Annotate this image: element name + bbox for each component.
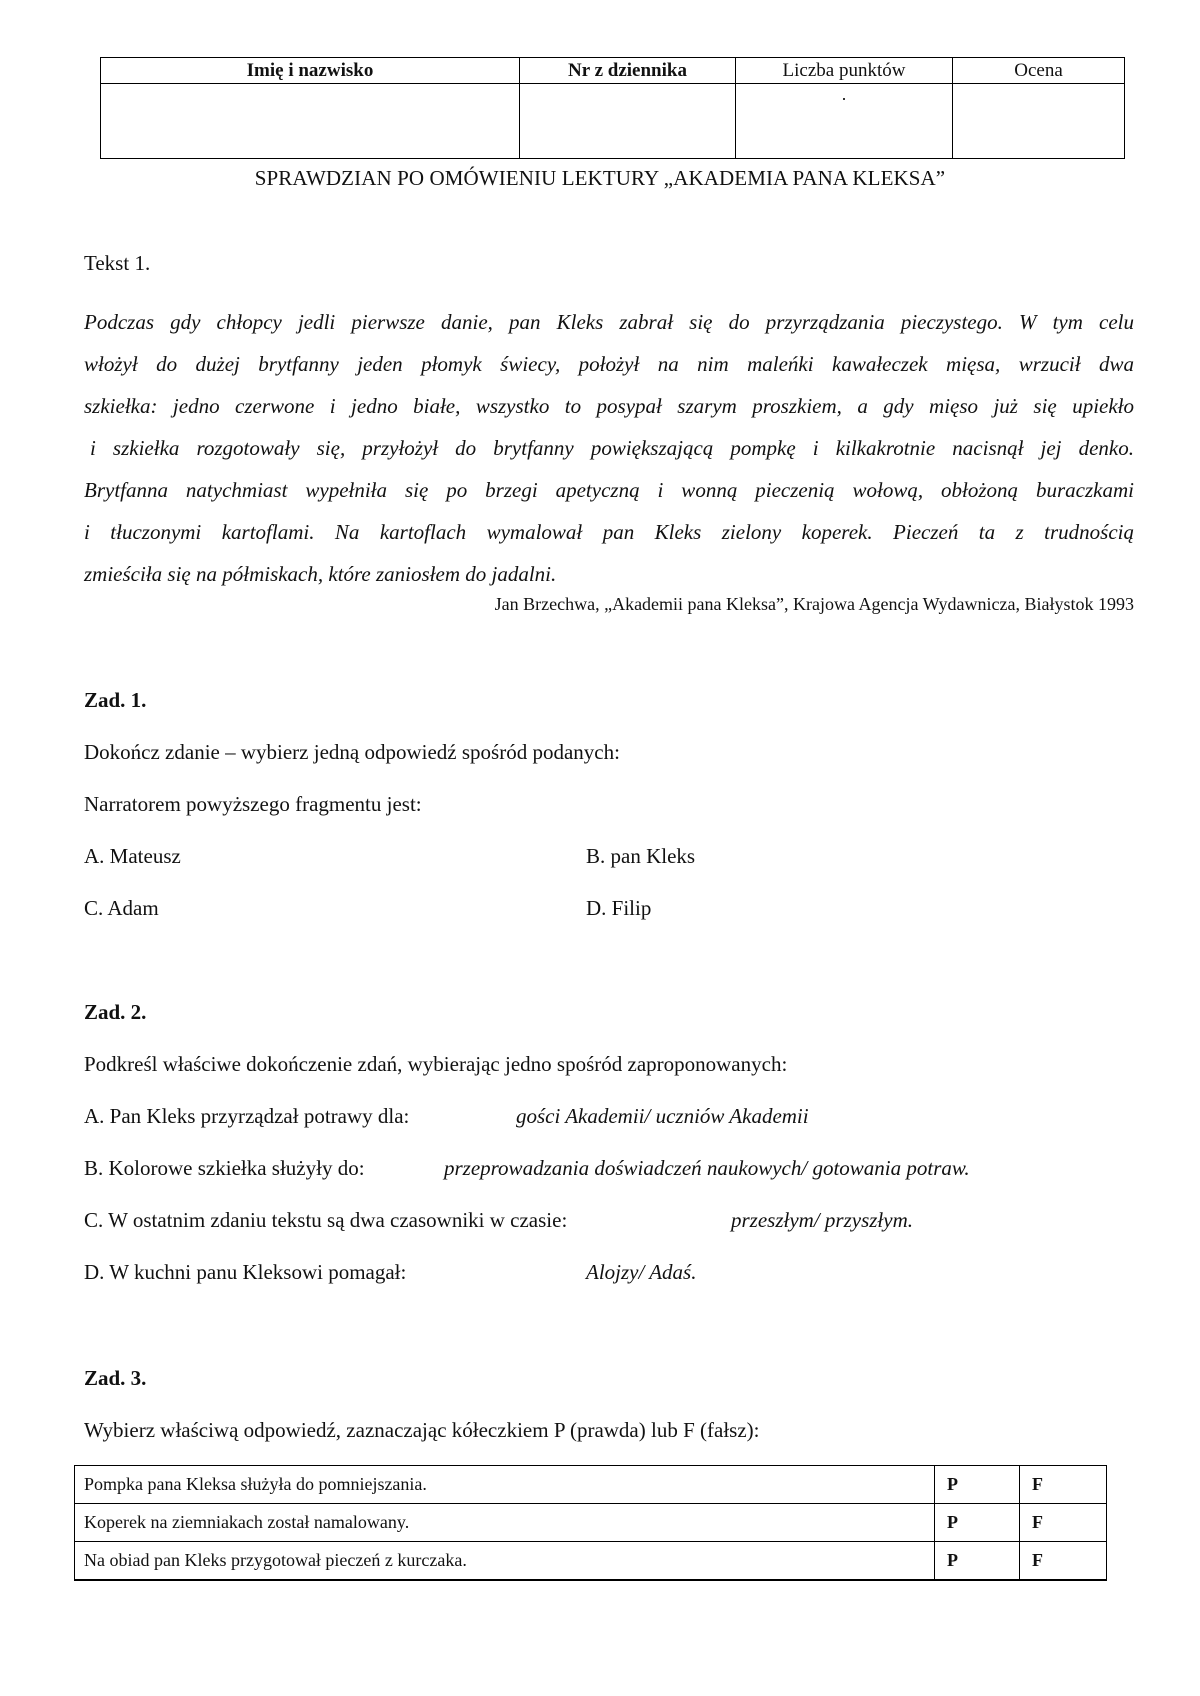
true-option[interactable]: P	[935, 1504, 1020, 1542]
text1-line: włożył do dużej brytfanny jeden płomyk świecy, położył na nim maleńki kawałeczek mięsa, wrzucił dwa	[84, 352, 1134, 376]
statement-cell: Koperek na ziemniakach został namalowany.	[75, 1504, 935, 1542]
zad1-instruction: Dokończ zdanie – wybierz jedną odpowiedź spośród podanych:	[84, 740, 620, 764]
text1-label: Tekst 1.	[84, 251, 151, 275]
true-option[interactable]: P	[935, 1542, 1020, 1581]
table-row	[75, 1542, 1107, 1581]
header-points: Liczba punktów	[736, 58, 953, 84]
page-title: SPRAWDZIAN PO OMÓWIENIU LEKTURY „AKADEMIA PANA KLEKSA”	[254, 166, 946, 190]
false-option[interactable]: F	[1020, 1466, 1107, 1504]
zad2-choice-c[interactable]: przeszłym/ przyszłym.	[731, 1208, 913, 1232]
text1-line: zmieściła się na półmiskach, które zaniosłem do jadalni.	[84, 562, 557, 586]
dot-mark	[843, 98, 845, 100]
statement-cell: Pompka pana Kleksa służyła do pomniejszania.	[75, 1466, 935, 1504]
zad3-heading: Zad. 3.	[84, 1366, 147, 1390]
true-option[interactable]: P	[935, 1466, 1020, 1504]
zad1-option-b[interactable]: B. pan Kleks	[586, 844, 696, 868]
text1-line: Podczas gdy chłopcy jedli pierwsze danie, pan Kleks zabrał się do przyrządzania pieczystego. W tym celu	[84, 310, 1134, 334]
text1-paragraph	[84, 301, 1134, 595]
zad1-question: Narratorem powyższego fragmentu jest:	[84, 792, 422, 816]
zad1-option-d[interactable]: D. Filip	[586, 896, 652, 920]
false-option[interactable]: F	[1020, 1542, 1107, 1581]
table-row	[75, 1504, 1107, 1542]
text1-source: Jan Brzechwa, „Akademii pana Kleksa”, Krajowa Agencja Wydawnicza, Białystok 1993	[494, 594, 1134, 614]
true-false-table	[74, 1465, 1107, 1581]
zad1-heading: Zad. 1.	[84, 688, 147, 712]
table-row	[75, 1466, 1107, 1504]
zad2-item-a: A. Pan Kleks przyrządzał potrawy dla:	[84, 1104, 410, 1128]
zad2-heading: Zad. 2.	[84, 1000, 147, 1024]
zad2-item-d: D. W kuchni panu Kleksowi pomagał:	[84, 1260, 407, 1284]
grade-cell[interactable]	[953, 84, 1125, 159]
zad2-item-c: C. W ostatnim zdaniu tekstu są dwa czasowniki w czasie:	[84, 1208, 568, 1232]
text1-line: i szkiełka rozgotowały się, przyłożył do brytfanny powiększającą pompkę i kilkakrotnie nacisnął jej denko.	[90, 436, 1134, 460]
student-info-table	[100, 57, 1125, 159]
zad2-instruction: Podkreśl właściwe dokończenie zdań, wybierając jedno spośród zaproponowanych:	[84, 1052, 788, 1076]
false-option[interactable]: F	[1020, 1504, 1107, 1542]
text1-line: Brytfanna natychmiast wypełniła się po brzegi apetyczną i wonną pieczenią wołową, obłożoną buraczkami	[84, 478, 1134, 502]
header-grade: Ocena	[953, 58, 1125, 84]
zad1-option-c[interactable]: C. Adam	[84, 896, 159, 920]
journal-number-cell[interactable]	[520, 84, 736, 159]
header-name: Imię i nazwisko	[101, 58, 520, 84]
points-cell[interactable]	[736, 84, 953, 159]
statement-cell: Na obiad pan Kleks przygotował pieczeń z kurczaka.	[75, 1542, 935, 1581]
zad2-choice-a[interactable]: gości Akademii/ uczniów Akademii	[516, 1104, 809, 1128]
zad2-choice-d[interactable]: Alojzy/ Adaś.	[586, 1260, 697, 1284]
text1-line: i tłuczonymi kartoflami. Na kartoflach wymalował pan Kleks zielony koperek. Pieczeń ta z trudnością	[84, 520, 1134, 544]
zad3-instruction: Wybierz właściwą odpowiedź, zaznaczając kółeczkiem P (prawda) lub F (fałsz):	[84, 1418, 760, 1442]
zad1-option-a[interactable]: A. Mateusz	[84, 844, 181, 868]
text1-line: szkiełka: jedno czerwone i jedno białe, wszystko to posypał szarym proszkiem, a gdy mięso już się upiekło	[84, 394, 1134, 418]
name-cell[interactable]	[101, 84, 520, 159]
zad2-item-b: B. Kolorowe szkiełka służyły do:	[84, 1156, 365, 1180]
header-journal-number: Nr z dziennika	[520, 58, 736, 84]
zad2-choice-b[interactable]: przeprowadzania doświadczeń naukowych/ gotowania potraw.	[444, 1156, 970, 1180]
